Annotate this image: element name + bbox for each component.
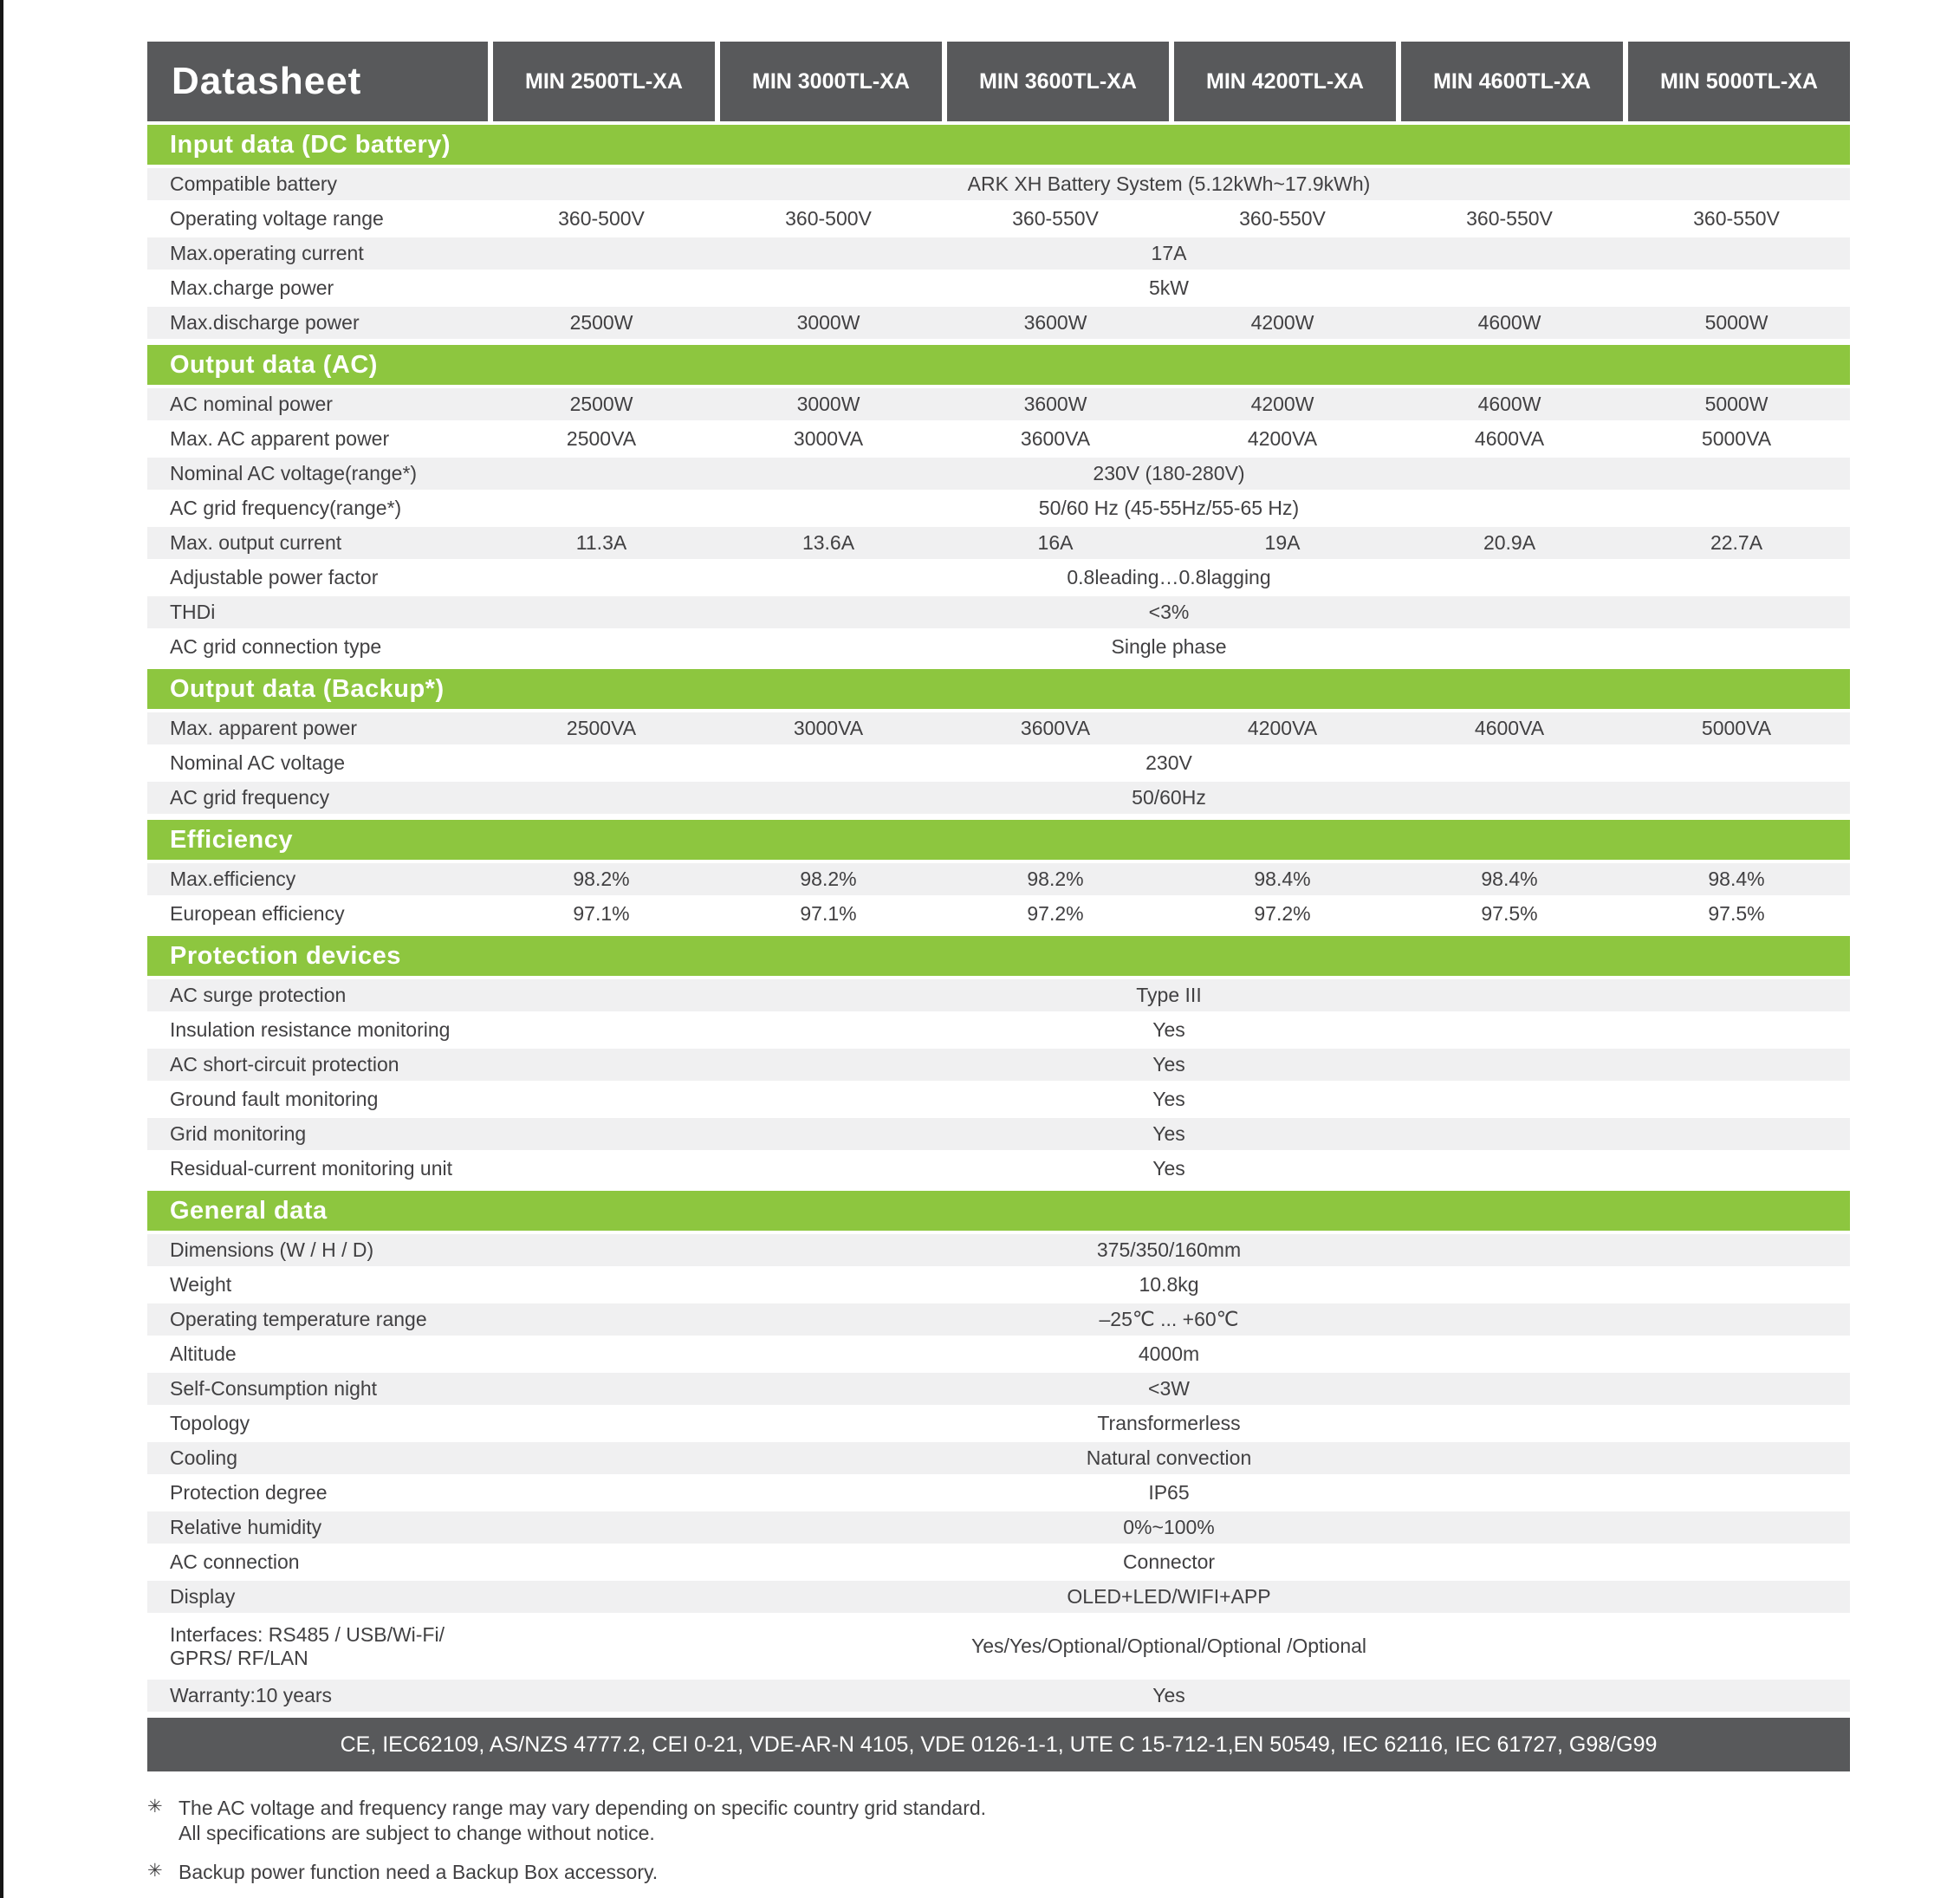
spec-row — [147, 388, 1850, 423]
spec-value-span: Yes — [1152, 1053, 1185, 1076]
section-header: Efficiency — [147, 820, 1850, 860]
spec-value: 4200W — [1250, 311, 1314, 334]
spec-row — [147, 423, 1850, 458]
page-left-edge — [0, 0, 3, 1898]
spec-value-span: 4000m — [1138, 1342, 1200, 1365]
spec-row — [147, 1615, 1850, 1680]
spec-value: 3600W — [1023, 311, 1087, 334]
spec-value-span: 5kW — [1149, 276, 1189, 299]
spec-value-span: ARK XH Battery System (5.12kWh~17.9kWh) — [967, 172, 1371, 195]
spec-value-span: Yes — [1152, 1684, 1185, 1706]
spec-label: Altitude — [170, 1342, 237, 1366]
spec-value-span: IP65 — [1148, 1481, 1190, 1504]
spec-value: 4200VA — [1247, 717, 1318, 739]
spec-row — [147, 203, 1850, 237]
spec-label: AC nominal power — [170, 393, 333, 416]
spec-row — [147, 747, 1850, 782]
spec-value: 360-550V — [1693, 207, 1780, 230]
spec-row — [147, 1338, 1850, 1373]
spec-label: Max.operating current — [170, 242, 364, 265]
spec-row — [147, 1373, 1850, 1407]
spec-value: 98.2% — [800, 868, 857, 890]
spec-value: 5000W — [1704, 311, 1769, 334]
spec-value: 97.5% — [1481, 902, 1538, 925]
footnote-marker: ✳ — [147, 1797, 163, 1817]
spec-value: 3000VA — [793, 427, 864, 450]
spec-row — [147, 1269, 1850, 1303]
spec-value: 5000W — [1704, 393, 1769, 415]
model-header-6: MIN 5000TL-XA — [1623, 42, 1850, 121]
footnote — [147, 1860, 1850, 1885]
spec-label: Cooling — [170, 1446, 237, 1470]
spec-value: 98.2% — [1027, 868, 1084, 890]
spec-value: 98.4% — [1481, 868, 1538, 890]
spec-value: 2500VA — [566, 427, 637, 450]
spec-row — [147, 237, 1850, 272]
section-header: Output data (AC) — [147, 345, 1850, 385]
spec-value-span: 50/60Hz — [1132, 786, 1206, 809]
spec-value-span: Yes — [1152, 1088, 1185, 1110]
spec-table — [147, 42, 1850, 1771]
spec-value: 4200VA — [1247, 427, 1318, 450]
spec-label: Self-Consumption night — [170, 1377, 378, 1401]
spec-value: 16A — [1037, 531, 1074, 554]
spec-value-span: Single phase — [1111, 635, 1227, 658]
spec-value: 3600VA — [1020, 427, 1091, 450]
spec-value: 98.2% — [573, 868, 630, 890]
spec-value-span: Connector — [1122, 1550, 1216, 1573]
spec-label: AC surge protection — [170, 984, 347, 1007]
spec-value: 360-550V — [1239, 207, 1326, 230]
spec-value: 3600W — [1023, 393, 1087, 415]
spec-row — [147, 527, 1850, 562]
spec-row — [147, 492, 1850, 527]
spec-label: Display — [170, 1585, 236, 1609]
spec-value: 97.1% — [573, 902, 630, 925]
certifications-bar: CE, IEC62109, AS/NZS 4777.2, CEI 0-21, VDE-AR-N 4105, VDE 0126-1-1, UTE C 15-712-1,EN 50549, IEC 62116, IEC 61727, G98/G99 — [147, 1718, 1850, 1771]
spec-value-span: 0.8leading…0.8lagging — [1067, 566, 1271, 588]
spec-value-span: 10.8kg — [1139, 1273, 1199, 1296]
spec-value: 19A — [1264, 531, 1301, 554]
model-header-1: MIN 2500TL-XA — [488, 42, 715, 121]
spec-row — [147, 898, 1850, 933]
spec-label: Relative humidity — [170, 1516, 322, 1539]
spec-row — [147, 979, 1850, 1014]
spec-value: 360-500V — [785, 207, 872, 230]
section-header: Protection devices — [147, 936, 1850, 976]
spec-label: Nominal AC voltage(range*) — [170, 462, 418, 485]
spec-label: Operating voltage range — [170, 207, 384, 231]
spec-row — [147, 1083, 1850, 1118]
spec-value: 3000VA — [793, 717, 864, 739]
spec-label: Dimensions (W / H / D) — [170, 1238, 374, 1262]
spec-label: Compatible battery — [170, 172, 338, 196]
spec-label: Insulation resistance monitoring — [170, 1018, 451, 1042]
table-sections — [147, 125, 1850, 1714]
spec-value: 3000W — [796, 311, 860, 334]
spec-row — [147, 863, 1850, 898]
datasheet-title: Datasheet — [147, 42, 488, 121]
spec-label: Residual-current monitoring unit — [170, 1157, 452, 1180]
spec-row — [147, 307, 1850, 341]
spec-label: Max. AC apparent power — [170, 427, 390, 451]
spec-label: Max. apparent power — [170, 717, 358, 740]
spec-value: 3600VA — [1020, 717, 1091, 739]
section-header: Output data (Backup*) — [147, 669, 1850, 709]
spec-value: 22.7A — [1710, 531, 1763, 554]
spec-row — [147, 1442, 1850, 1477]
spec-value: 2500W — [569, 393, 633, 415]
spec-label: Max.efficiency — [170, 868, 296, 891]
spec-row — [147, 562, 1850, 596]
spec-row — [147, 782, 1850, 816]
spec-label: Max.discharge power — [170, 311, 360, 335]
spec-value: 97.1% — [800, 902, 857, 925]
spec-value: 360-550V — [1012, 207, 1099, 230]
spec-value: 97.2% — [1254, 902, 1311, 925]
spec-value: 98.4% — [1254, 868, 1311, 890]
spec-value-span: <3W — [1148, 1377, 1190, 1400]
spec-value-span: Type III — [1136, 984, 1202, 1006]
spec-value-span: Yes/Yes/Optional/Optional/Optional /Optional — [970, 1635, 1367, 1657]
spec-value: 4600W — [1477, 393, 1541, 415]
model-header-2: MIN 3000TL-XA — [715, 42, 942, 121]
model-header-3: MIN 3600TL-XA — [942, 42, 1169, 121]
spec-value: 11.3A — [575, 531, 627, 554]
spec-value: 4600VA — [1474, 717, 1545, 739]
spec-value-span: 0%~100% — [1123, 1516, 1215, 1538]
spec-label: Operating temperature range — [170, 1308, 427, 1331]
spec-row — [147, 1118, 1850, 1153]
spec-label: Adjustable power factor — [170, 566, 379, 589]
model-header-4: MIN 4200TL-XA — [1169, 42, 1396, 121]
spec-value: 2500W — [569, 311, 633, 334]
spec-value-span: Yes — [1152, 1018, 1185, 1041]
spec-value: 97.5% — [1708, 902, 1765, 925]
spec-label: AC grid connection type — [170, 635, 382, 659]
spec-value-span: Transformerless — [1097, 1412, 1241, 1434]
spec-value-span: –25℃ ... +60℃ — [1099, 1308, 1239, 1330]
spec-value: 360-550V — [1466, 207, 1553, 230]
spec-value-span: 230V — [1145, 751, 1192, 774]
model-header-5: MIN 4600TL-XA — [1396, 42, 1623, 121]
section-header: Input data (DC battery) — [147, 125, 1850, 165]
spec-label: Warranty:10 years — [170, 1684, 333, 1707]
spec-label: European efficiency — [170, 902, 345, 926]
spec-label: AC grid frequency — [170, 786, 330, 809]
spec-row — [147, 596, 1850, 631]
spec-label: Nominal AC voltage — [170, 751, 345, 775]
spec-row — [147, 1014, 1850, 1049]
footnote-text: Backup power function need a Backup Box accessory. — [178, 1860, 659, 1883]
spec-row — [147, 1511, 1850, 1546]
spec-value: 3000W — [796, 393, 860, 415]
table-header — [147, 42, 1850, 121]
section-header: General data — [147, 1191, 1850, 1231]
spec-label: Max. output current — [170, 531, 342, 555]
spec-label: AC connection — [170, 1550, 300, 1574]
spec-value: 5000VA — [1701, 717, 1772, 739]
spec-row — [147, 1153, 1850, 1187]
spec-row — [147, 1581, 1850, 1615]
spec-value-span: 230V (180-280V) — [1093, 462, 1245, 484]
spec-row — [147, 712, 1850, 747]
spec-value: 97.2% — [1027, 902, 1084, 925]
spec-label: Grid monitoring — [170, 1122, 307, 1146]
spec-row — [147, 631, 1850, 666]
spec-label: Topology — [170, 1412, 250, 1435]
spec-label: Weight — [170, 1273, 232, 1297]
spec-value: 98.4% — [1708, 868, 1765, 890]
footnotes — [147, 1796, 1850, 1884]
spec-row — [147, 1477, 1850, 1511]
spec-value-span: Yes — [1152, 1157, 1185, 1180]
spec-value: 2500VA — [566, 717, 637, 739]
spec-value: 4600W — [1477, 311, 1541, 334]
spec-value-span: 50/60 Hz (45-55Hz/55-65 Hz) — [1038, 497, 1300, 519]
spec-row — [147, 168, 1850, 203]
spec-value: 5000VA — [1701, 427, 1772, 450]
spec-row — [147, 458, 1850, 492]
spec-label: AC grid frequency(range*) — [170, 497, 402, 520]
spec-row — [147, 272, 1850, 307]
spec-value-span: 17A — [1151, 242, 1187, 264]
footnote-marker: ✳ — [147, 1860, 163, 1881]
spec-value-span: 375/350/160mm — [1096, 1238, 1242, 1261]
footnote-text: The AC voltage and frequency range may vary depending on specific country grid standard. All specifications are subject to change without notice. — [178, 1797, 987, 1844]
spec-value: 4200W — [1250, 393, 1314, 415]
spec-row — [147, 1303, 1850, 1338]
spec-value-span: Yes — [1152, 1122, 1185, 1145]
spec-label: AC short-circuit protection — [170, 1053, 399, 1076]
spec-row — [147, 1049, 1850, 1083]
spec-value: 360-500V — [558, 207, 645, 230]
spec-value: 4600VA — [1474, 427, 1545, 450]
spec-value-span: <3% — [1148, 601, 1190, 623]
spec-label: Max.charge power — [170, 276, 334, 300]
spec-row — [147, 1234, 1850, 1269]
spec-value-span: OLED+LED/WIFI+APP — [1067, 1585, 1271, 1608]
spec-value: 20.9A — [1483, 531, 1536, 554]
spec-row — [147, 1546, 1850, 1581]
footnote — [147, 1796, 1850, 1846]
spec-row — [147, 1680, 1850, 1714]
spec-label: Ground fault monitoring — [170, 1088, 379, 1111]
spec-value: 13.6A — [802, 531, 855, 554]
spec-label: Interfaces: RS485 / USB/Wi-Fi/ GPRS/ RF/LAN — [170, 1623, 445, 1669]
spec-label: THDi — [170, 601, 216, 624]
spec-label: Protection degree — [170, 1481, 328, 1505]
spec-value-span: Natural convection — [1086, 1446, 1252, 1469]
spec-row — [147, 1407, 1850, 1442]
